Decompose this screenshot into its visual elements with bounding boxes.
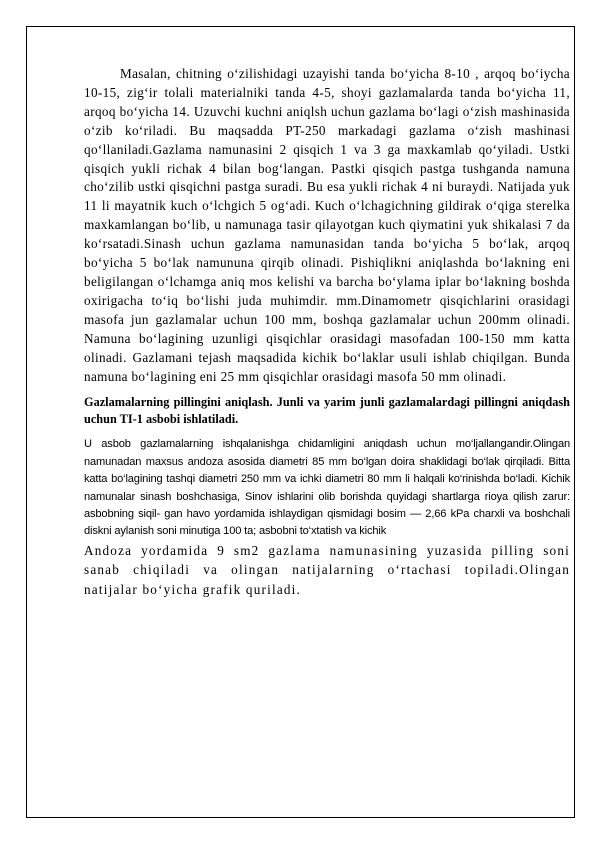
paragraph-main: Masalan, chitning o‘zilishidagi uzayishi tanda bo‘yicha 8-10 , arqoq bo‘iycha 10-15, zig‘ir tolali materialniki tanda 4-5, shoyi gazlamalarda tanda bo‘yicha 11, arqoq bo‘yicha 14. Uzuvchi kuchni aniqlsh uchun gazlama bo‘lagi o‘zish mashinasida o‘zib ko‘riladi. Bu maqsadda PT-250 markadagi gazlama o‘zish mashinasi qo‘llaniladi.Gazlama namunasini 2 qisqich 1 va 3 ga maxkamlab qo‘yiladi. Ustki qisqich yukli richak 4 bilan bog‘langan. Pastki qisqich pastga tushganda namuna cho‘zilib ustki qisqichni pastga suradi. Bu esa yukli richak 4 ni buraydi. Natijada yuk 11 li mayatnik kuch o‘lchgich 5 og‘adi. Kuch o‘lchagichning gildirak o‘qiga sterelka maxkamlangan bo‘lib, u namunaga tasir qilayotgan kuch qiymatini yuk shikalasi 7 da ko‘rsatadi.Sinash uchun gazlama namunasidan tanda bo‘yicha 5 bo‘lak, arqoq bo‘yicha 5 bo‘lak namununa qirqib olinadi. Pishiqlikni aniqlashda bo‘lakning eni beligilangan o‘lchamga aniq mos kelishi va barcha bo‘ylama iplar bo‘lakning boshda oxirigacha to‘iq bo‘lishi juda muhimdir. mm.Dinamometr qisqichlarini orasidagi masofa jun gazlamalar uchun 100 mm, boshqa gazlamalar uchun 200mm olinadi. Namuna bo‘lagining uzunligi qisqichlar orasidagi masofadan 100-150 mm katta olinadi. Gazlamani tejash maqsadida kichik bo‘laklar usuli ishlab chiqilgan. Bunda namuna bo‘lagining eni 25 mm qisqichlar orasidagi masofa 50 mm olinadi. xyxy=(84,66,570,384)
document-body xyxy=(84,65,570,599)
paragraph-small-print: U asbob gazlamalarning ishqalanishga chidamligini aniqdash uchun mo‘ljallangandir.Olingan namunadan maxsus andoza asosida diametri 85 mm bo‘lgan doira shaklidagi bo‘lak qirqiladi. Bitta katta bo‘lagining tashqi diametri 250 mm va ichki diametri 80 mm li halqali ko‘rinishda bo‘ladi. Kichik namunalar sinash boshchasiga, Sinov ishlarini olib borishda quyidagi shartlarga rioya qilish zarur: asbobning siqil- gan havo yordamida ishlaydigan qismidagi bosim — 2,66 kPa charxli va boshchali diskni aylanish soni minutiga 100 ta; asbobni to‘xtatish va kichik xyxy=(84,438,570,538)
paragraph-heading: Gazlamalarning pillingini aniqlash. Junli va yarim junli gazlamalardagi pillingni aniqdash uchun TI-1 asbobi ishlatiladi. xyxy=(84,395,570,427)
paragraph-tail: Andoza yordamida 9 sm2 gazlama namunasining yuzasida pilling soni sanab chiqiladi va olingan natijalarning o‘rtachasi topiladi.Olingan natijalar bo‘yicha grafik quriladi. xyxy=(84,542,570,597)
